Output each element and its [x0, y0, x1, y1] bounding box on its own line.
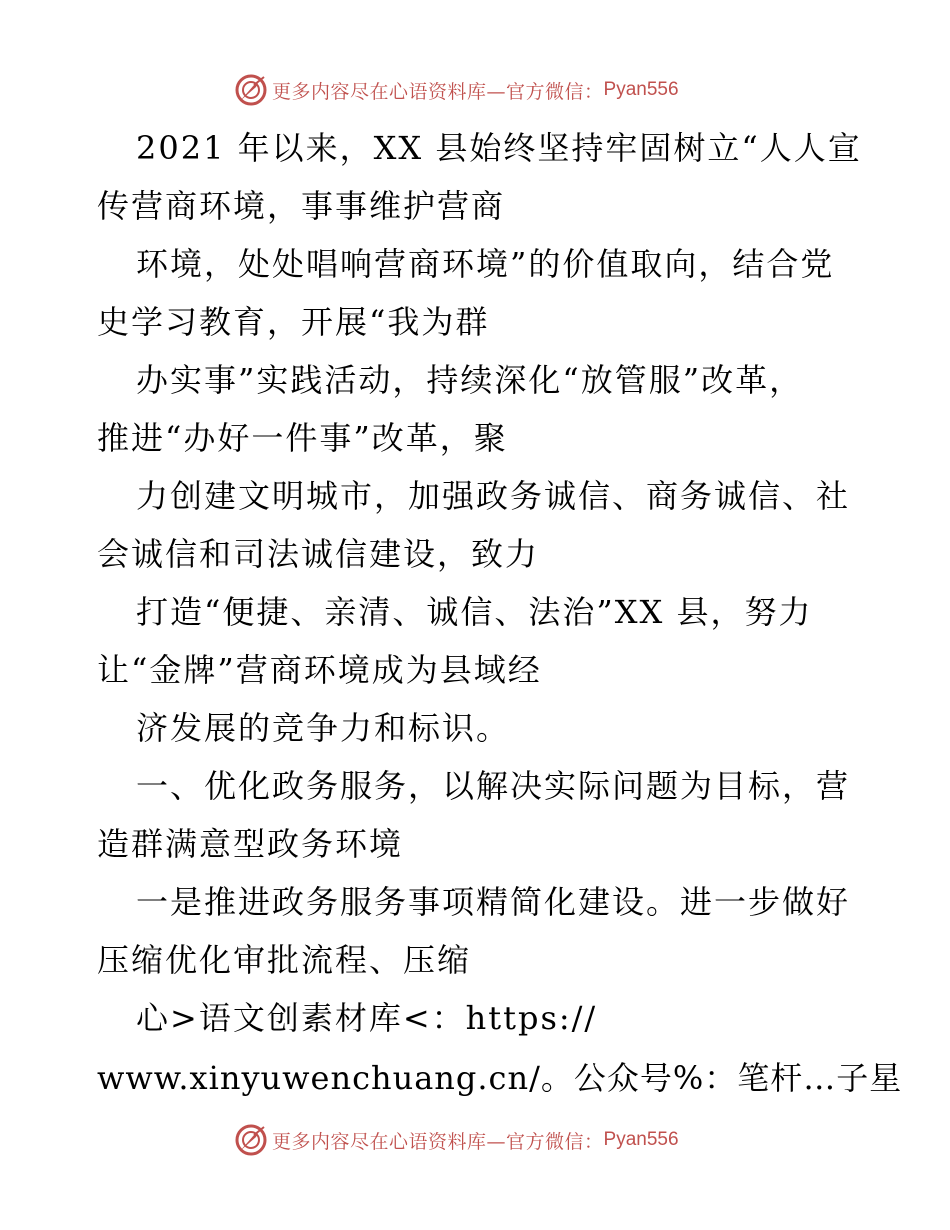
- source-line: 心>语文创素材库<：https://: [136, 999, 598, 1037]
- text-line: 力创建文明城市，加强政务诚信、商务诚信、社: [136, 477, 851, 515]
- text-line: 会诚信和司法诚信建设，致力: [97, 535, 540, 573]
- watermark-text: 更多内容尽在心语资料库—官方微信：: [272, 80, 604, 103]
- section-heading: 一、优化政务服务，以解决实际问题为目标，营: [136, 767, 851, 805]
- section-heading: 造群满意型政务环境: [97, 825, 404, 863]
- pen-logo-icon: [234, 73, 268, 107]
- source-line: www.xinyuwenchuang.cn/。公众号%：笔杆…子星: [97, 1059, 903, 1097]
- text-line: 史学习教育，开展“我为群: [97, 303, 490, 341]
- text-line: 让“金牌”营商环境成为县域经: [97, 651, 542, 689]
- watermark-text: 更多内容尽在心语资料库—官方微信：: [272, 1130, 604, 1153]
- text-line: 办实事”实践活动，持续深化“放管服”改革，: [136, 361, 804, 399]
- watermark-header: [234, 72, 679, 108]
- text-line: 济发展的竞争力和标识。: [136, 709, 511, 747]
- pen-logo-icon: [234, 1123, 268, 1157]
- text-line: 2021 年以来，XX 县始终坚持牢固树立“人人宣: [136, 129, 862, 167]
- text-line: 环境，处处唱响营商环境”的价值取向，结合党: [136, 245, 835, 283]
- text-line: 打造“便捷、亲清、诚信、法治”XX 县，努力: [136, 593, 813, 631]
- text-line: 推进“办好一件事”改革，聚: [97, 419, 508, 457]
- text-line: 传营商环境，事事维护营商: [97, 187, 506, 225]
- watermark-footer: [234, 1122, 679, 1158]
- text-line: 压缩优化审批流程、压缩: [97, 941, 472, 979]
- watermark-id: Pyan556: [603, 79, 679, 100]
- text-line: 一是推进政务服务事项精简化建设。进一步做好: [136, 883, 851, 921]
- watermark-id: Pyan556: [603, 1129, 679, 1150]
